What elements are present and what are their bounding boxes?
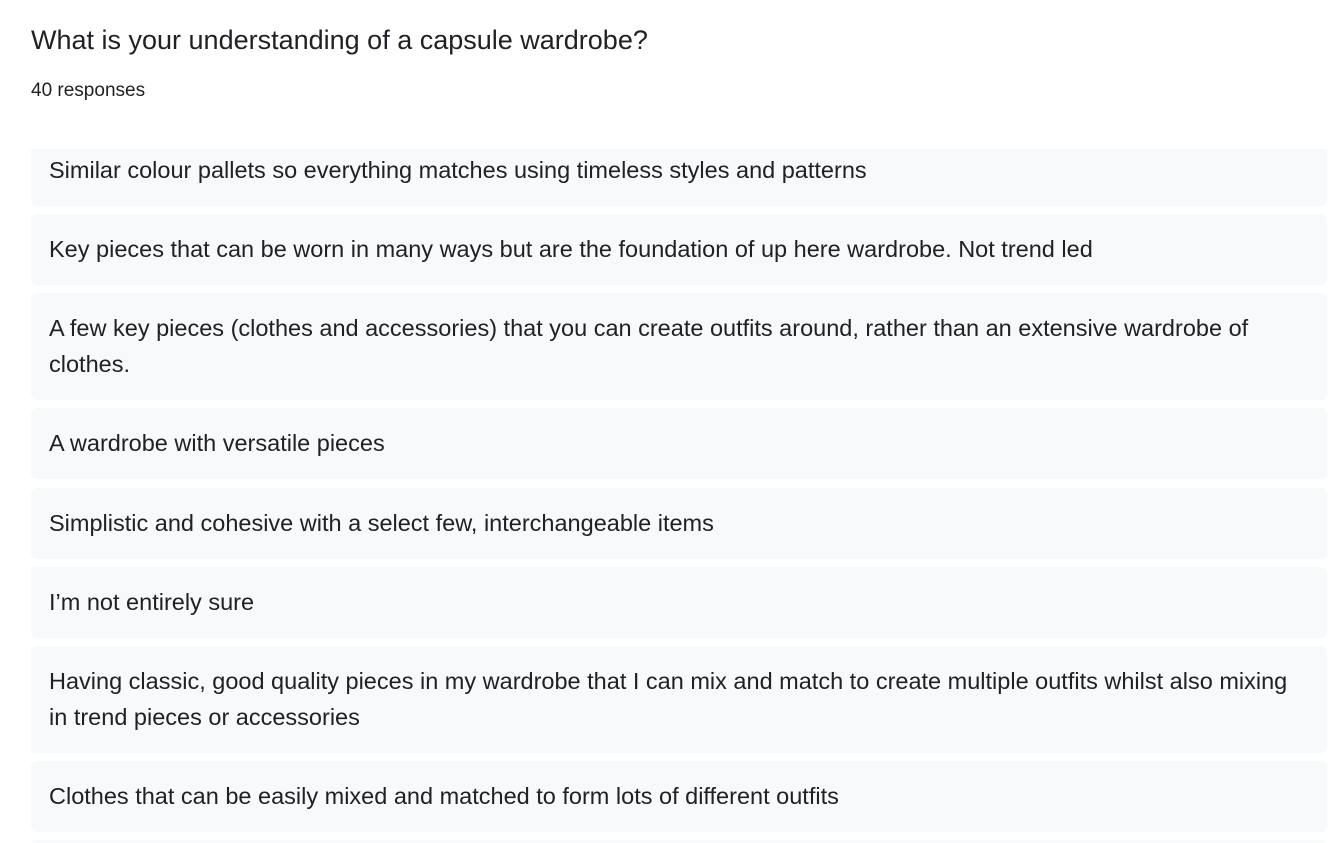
response-text: Similar colour pallets so everything matches using timeless styles and patterns [49, 157, 867, 183]
response-list[interactable] [31, 149, 1327, 843]
response-card [31, 488, 1327, 559]
response-text: Having classic, good quality pieces in my wardrobe that I can mix and match to create multiple outfits whilst also mixing in trend pieces or accessories [49, 668, 1288, 730]
response-card [31, 293, 1327, 400]
response-card [31, 149, 1327, 206]
response-card [31, 214, 1327, 285]
response-count: 40 responses [31, 80, 146, 101]
response-text: Key pieces that can be worn in many ways but are the foundation of up here wardrobe. Not trend led [49, 236, 1093, 262]
response-text: A wardrobe with versatile pieces [49, 430, 385, 456]
response-text: Simplistic and cohesive with a select few, interchangeable items [49, 510, 714, 536]
response-card [31, 646, 1327, 753]
question-title: What is your understanding of a capsule wardrobe? [31, 25, 648, 55]
response-card [31, 408, 1327, 479]
response-text: I’m not entirely sure [49, 589, 255, 615]
response-card [31, 567, 1327, 638]
response-text: A few key pieces (clothes and accessories) that you can create outfits around, rather than an extensive wardrobe of clothes. [49, 315, 1249, 377]
response-text: Clothes that can be easily mixed and matched to form lots of different outfits [49, 783, 839, 809]
response-card [31, 761, 1327, 832]
